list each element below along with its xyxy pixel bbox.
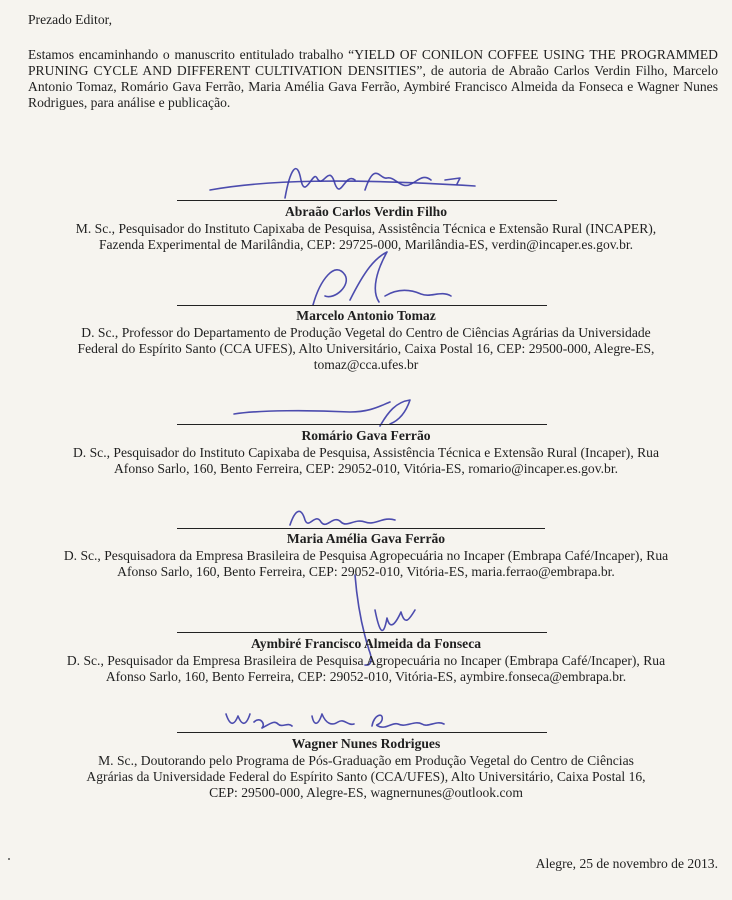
- signature-line: [177, 305, 547, 306]
- signature-line: [177, 424, 547, 425]
- signature-line: [177, 528, 545, 529]
- author-name: Maria Amélia Gava Ferrão: [286, 531, 446, 546]
- signature-verdin: [205, 150, 505, 210]
- author-affiliation: [0, 445, 732, 477]
- affiliation-line: M. Sc., Pesquisador do Instituto Capixaba de Pesquisa, Assistência Técnica e Extensão Rural (INCAPER),: [75, 221, 657, 236]
- affiliation-line: M. Sc., Doutorando pelo Programa de Pós-Graduação em Produção Vegetal do Centro de Ciências: [98, 753, 634, 768]
- affiliation-line: tomaz@cca.ufes.br: [313, 357, 419, 372]
- greeting: Prezado Editor,: [28, 12, 113, 27]
- date-line: Alegre, 25 de novembro de 2013.: [535, 856, 718, 871]
- affiliation-line: Afonso Sarlo, 160, Bento Ferreira, CEP: 29052-010, Vitória-ES, aymbire.fonseca@embrapa.br.: [105, 669, 627, 684]
- intro-paragraph: Estamos encaminhando o manuscrito entitulado trabalho “YIELD OF CONILON COFFEE USING THE PROGRAMMED PRUNING CYCLE AND DIFFERENT CULTIVATION DENSITIES”, de autoria de Abraão Carlos Verdin Filho, Marcelo Antonio Tomaz, Romário Gava Ferrão, Maria Amélia Gava Ferrão, Aymbiré Francisco Almeida da Fonseca e Wagner Nunes Rodrigues, para análise e publicação.: [28, 47, 718, 110]
- author-name: Wagner Nunes Rodrigues: [291, 736, 441, 751]
- affiliation-line: Federal do Espírito Santo (CCA UFES), Alto Universitário, Caixa Postal 16, CEP: 29500-000, Alegre-ES,: [77, 341, 655, 356]
- author-name: Romário Gava Ferrão: [301, 428, 431, 443]
- author-affiliation: [0, 753, 732, 801]
- affiliation-line: Afonso Sarlo, 160, Bento Ferreira, CEP: 29052-010, Vitória-ES, romario@incaper.es.gov.br.: [113, 461, 619, 476]
- signature-wagner: [222, 704, 452, 734]
- signature-romario: [230, 392, 430, 432]
- author-affiliation: [0, 221, 732, 253]
- author-name: Aymbiré Francisco Almeida da Fonseca: [250, 636, 482, 651]
- affiliation-line: Afonso Sarlo, 160, Bento Ferreira, CEP: 29052-010, Vitória-ES, maria.ferrao@embrapa.br.: [117, 564, 615, 579]
- signature-line: [177, 732, 547, 733]
- signature-tomaz: [295, 250, 475, 310]
- signature-maria: [285, 500, 405, 535]
- affiliation-line: D. Sc., Pesquisador do Instituto Capixaba de Pesquisa, Assistência Técnica e Extensão Rural (Incaper), Rua: [72, 445, 660, 460]
- affiliation-line: D. Sc., Pesquisadora da Empresa Brasileira de Pesquisa Agropecuária no Incaper (Embrapa Café/Incaper), Rua: [63, 548, 669, 563]
- page-mark: [8, 858, 10, 860]
- affiliation-line: CEP: 29500-000, Alegre-ES, wagnernunes@outlook.com: [209, 785, 523, 800]
- affiliation-line: D. Sc., Professor do Departamento de Produção Vegetal do Centro de Ciências Agrárias da Universidade: [81, 325, 651, 340]
- affiliation-line: D. Sc., Pesquisador da Empresa Brasileira de Pesquisa Agropecuária no Incaper (Embrapa Café/Incaper), Rua: [66, 653, 666, 668]
- signature-line: [177, 200, 557, 201]
- author-affiliation: [0, 325, 732, 373]
- author-name: Marcelo Antonio Tomaz: [296, 308, 436, 323]
- signature-line: [177, 632, 547, 633]
- author-name: Abraão Carlos Verdin Filho: [284, 204, 447, 219]
- affiliation-line: Fazenda Experimental de Marilândia, CEP: 29725-000, Marilândia-ES, verdin@incaper.es.gov.br.: [98, 237, 634, 252]
- author-affiliation: [0, 653, 732, 685]
- author-affiliation: [0, 548, 732, 580]
- affiliation-line: Agrárias da Universidade Federal do Espírito Santo (CCA/UFES), Alto Universitário, Caixa Postal 16,: [86, 769, 646, 784]
